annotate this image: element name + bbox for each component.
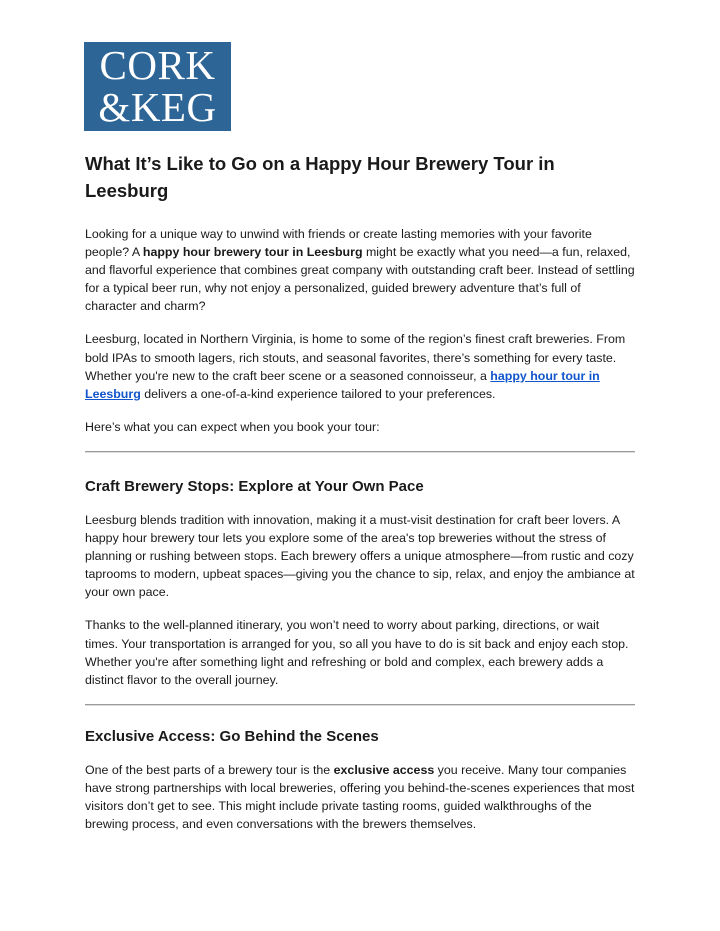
intro-paragraph-2 xyxy=(85,330,635,402)
section2-paragraph-1 xyxy=(85,761,635,833)
happy-hour-tour-link[interactable]: happy hour tour in Leesburg xyxy=(85,368,600,401)
intro-p1-bold: happy hour brewery tour in Leesburg xyxy=(142,245,363,260)
section-divider xyxy=(85,704,635,706)
intro-p1-text: Looking for a unique way to unwind with friends or create lasting memories with your favorite people? A xyxy=(85,227,592,260)
intro-paragraph-1 xyxy=(85,225,635,315)
page-title: What It’s Like to Go on a Happy Hour Brewery Tour in Leesburg xyxy=(85,153,555,201)
section1-paragraph-1: Leesburg blends tradition with innovation, making it a must-visit destination for craft beer lovers. A happy hour brewery tour lets you explore some of the area's top breweries without the stress of planning or rushing between stops. Each brewery offers a unique atmosphere—from rustic and cozy taprooms to modern, upbeat spaces—giving you the chance to sip, relax, and enjoy the ambiance at your own pace. xyxy=(85,512,635,600)
article xyxy=(85,150,635,848)
section-heading-exclusive-access: Exclusive Access: Go Behind the Scenes xyxy=(85,727,379,745)
intro-p2-text: Leesburg, located in Northern Virginia, is home to some of the region’s finest craft breweries. From bold IPAs to smooth lagers, rich stouts, and seasonal favorites, there’s something for every taste. Whether you're new to the craft beer scene or a seasoned connoisseur, a xyxy=(85,332,626,383)
intro-paragraph-3: Here’s what you can expect when you book your tour: xyxy=(85,419,380,434)
section2-p1-bold: exclusive access xyxy=(333,762,435,777)
logo-line-1: CORK xyxy=(99,42,216,88)
intro-p2-text-end: delivers a one-of-a-kind experience tailored to your preferences. xyxy=(140,386,496,401)
section2-p1-text-end: you receive. Many tour companies have strong partnerships with local breweries, offering you behind-the-scenes experiences that most visitors don’t get to see. This might include private tasting rooms, guided walkthroughs of the brewing process, and even conversations with the brewers themselves. xyxy=(85,762,635,832)
section1-paragraph-2: Thanks to the well-planned itinerary, you won’t need to worry about parking, directions, or wait times. Your transportation is arranged for you, so all you have to do is sit back and enjoy each stop. Whether you're after something light and refreshing or bold and complex, each brewery adds a distinct flavor to the overall journey. xyxy=(85,618,629,687)
section2-p1-text: One of the best parts of a brewery tour is the xyxy=(85,762,334,777)
section-heading-craft-brewery: Craft Brewery Stops: Explore at Your Own Pace xyxy=(85,477,424,495)
section-divider xyxy=(85,451,635,453)
intro-p1-text-end: might be exactly what you need—a fun, relaxed, and flavorful experience that combines great company with outstanding craft beer. Instead of settling for a typical beer run, why not enjoy a personalized, guided brewery adventure that’s full of character and charm? xyxy=(85,245,635,314)
logo-line-2: &KEG xyxy=(98,84,217,130)
cork-and-keg-logo xyxy=(84,42,231,131)
